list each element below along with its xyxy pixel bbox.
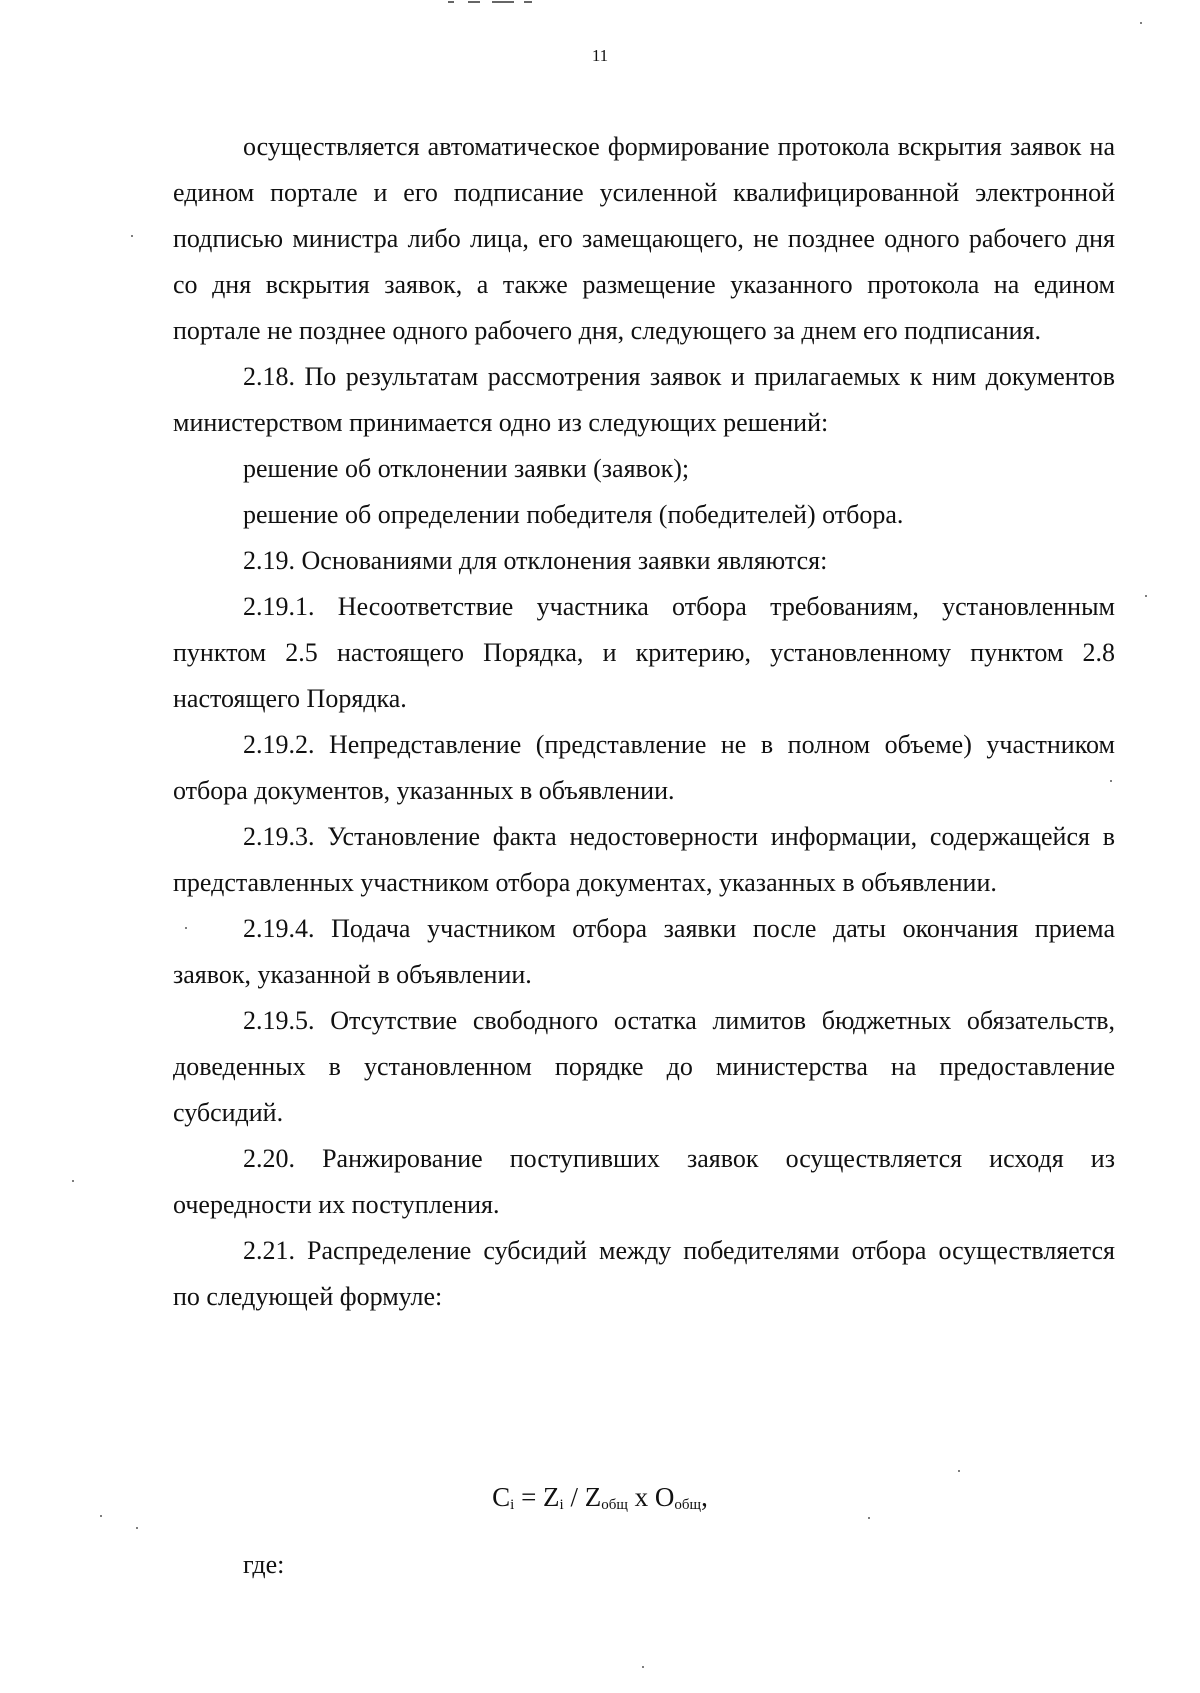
- where-label: где:: [243, 1550, 285, 1579]
- formula-z: Z: [543, 1482, 560, 1512]
- paragraph-2-20: 2.20. Ранжирование поступивших заявок осуществляется исходя из очередности их поступления.: [173, 1144, 1115, 1219]
- paragraph-2-19-2: 2.19.2. Непредставление (представление не в полном объеме) участником отбора документов, указанных в объявлении.: [173, 730, 1115, 805]
- scan-speck: [958, 1470, 960, 1472]
- scan-speck: [868, 1517, 870, 1519]
- formula-z-sub: i: [559, 1497, 564, 1513]
- formula-times: x: [627, 1482, 655, 1512]
- formula-z2-sub: общ: [601, 1497, 628, 1513]
- formula-c-sub: i: [510, 1497, 515, 1513]
- paragraph-2-21: 2.21. Распределение субсидий между победителями отбора осуществляется по следующей формуле:: [173, 1236, 1115, 1311]
- scan-speck: [1145, 595, 1147, 597]
- scan-speck: [100, 1515, 102, 1517]
- paragraph-2-18: 2.18. По результатам рассмотрения заявок и прилагаемых к ним документов министерством принимается одно из следующих решений:: [173, 362, 1115, 437]
- scan-speck: [185, 927, 187, 929]
- scan-speck: [642, 1666, 644, 1668]
- paragraph-decision-reject: решение об отклонении заявки (заявок);: [243, 454, 690, 483]
- paragraph-decision-winner: решение об определении победителя (победителей) отбора.: [243, 500, 904, 529]
- page-number: 11: [591, 46, 609, 65]
- paragraph-continuation: осуществляется автоматическое формирование протокола вскрытия заявок на едином портале и его подписание усиленной квалифицированной электронной подписью министра либо лица, его замещающего, не позднее одного рабочего дня со дня вскрытия заявок, а также размещение указанного протокола на едином портале не позднее одного рабочего дня, следующего за днем его подписания.: [173, 132, 1115, 345]
- paragraph-2-19-3: 2.19.3. Установление факта недостоверности информации, содержащейся в представленных участником отбора документах, указанных в объявлении.: [173, 822, 1115, 897]
- scan-speck: [131, 235, 133, 237]
- paragraph-2-19-5: 2.19.5. Отсутствие свободного остатка лимитов бюджетных обязательств, доведенных в установленном порядке до министерства на предоставление субсидий.: [173, 1006, 1115, 1127]
- scan-speck: [72, 1180, 74, 1182]
- scan-artifact: [448, 0, 568, 4]
- formula-eq: =: [514, 1482, 544, 1512]
- scan-speck: [1110, 780, 1112, 782]
- formula-o-sub: общ: [674, 1497, 702, 1513]
- formula-tail: ,: [701, 1482, 708, 1512]
- scan-speck: [136, 1527, 138, 1529]
- distribution-formula: [0, 1482, 1200, 1514]
- body-text: [173, 124, 1115, 1320]
- formula-c: C: [492, 1482, 511, 1512]
- scan-speck: [1140, 22, 1142, 24]
- formula-div: /: [563, 1482, 585, 1512]
- paragraph-2-19-4: 2.19.4. Подача участником отбора заявки после даты окончания приема заявок, указанной в объявлении.: [173, 914, 1115, 989]
- paragraph-2-19-1: 2.19.1. Несоответствие участника отбора требованиям, установленным пунктом 2.5 настоящего Порядка, и критерию, установленному пунктом 2.8 настоящего Порядка.: [173, 592, 1115, 713]
- formula-z2: Z: [584, 1482, 602, 1512]
- paragraph-2-19: 2.19. Основаниями для отклонения заявки являются:: [243, 546, 828, 575]
- formula-o: O: [654, 1482, 675, 1512]
